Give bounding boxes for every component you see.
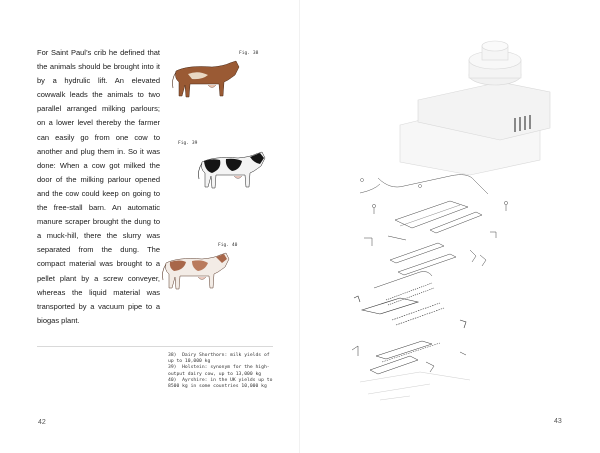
caption-line: output dairy cow, up to 13,000 kg	[168, 371, 262, 377]
fig-40-label: Fig. 40	[218, 243, 238, 248]
page-number-left: 42	[38, 419, 46, 426]
lower-level	[352, 341, 466, 374]
stall-rows	[354, 283, 466, 328]
holstein-cow-image	[194, 149, 268, 193]
shorthorn-cow-image	[168, 58, 242, 102]
ayrshire-cow-image	[158, 250, 232, 294]
body-text: For Saint Paul’s crib he defined that the animals should be brought into it by a hydrulic lift. An elevated cowwalk leads the animals to two parallel arranged milking parlours; on a lower level thereby the farmer can easily go from one cow to another and plug them in. So it was done: When a cow got milked the door of the milking parlour opened and the cow could keep on going to the free-stall barn. An automatic manure scraper brought the dung to a muck-hill, there the slurry was separated from the dung. The compact material was brought to a pellet plant by a screw conveyer, whereas the liquid material was transported by a vacuum pipe to a biogas plant.	[37, 48, 160, 325]
caption-line: 38) Dairy Shorthorn: milk yields of	[168, 353, 270, 358]
fig-39-label: Fig. 39	[178, 141, 198, 146]
caption-divider	[37, 346, 273, 347]
church-building	[400, 41, 550, 175]
figure-captions	[168, 353, 288, 390]
exploded-axonometric-drawing	[300, 0, 600, 453]
fig-38-label: Fig. 38	[239, 51, 259, 56]
caption-line: 8500 kg in some countries 10,000 kg	[168, 384, 267, 390]
caption-line: 39) Holstein: synonym for the high-	[168, 365, 270, 371]
page-number-right: 43	[554, 418, 562, 425]
barn-platform	[372, 201, 507, 240]
caption-line: up to 10,000 kg	[168, 359, 211, 365]
right-page	[300, 0, 600, 453]
site-outline	[360, 175, 488, 194]
caption-line: 40) Ayrshire: in the UK yields up to	[168, 377, 273, 383]
milking-parlour	[364, 238, 486, 288]
ground-base	[360, 372, 470, 400]
